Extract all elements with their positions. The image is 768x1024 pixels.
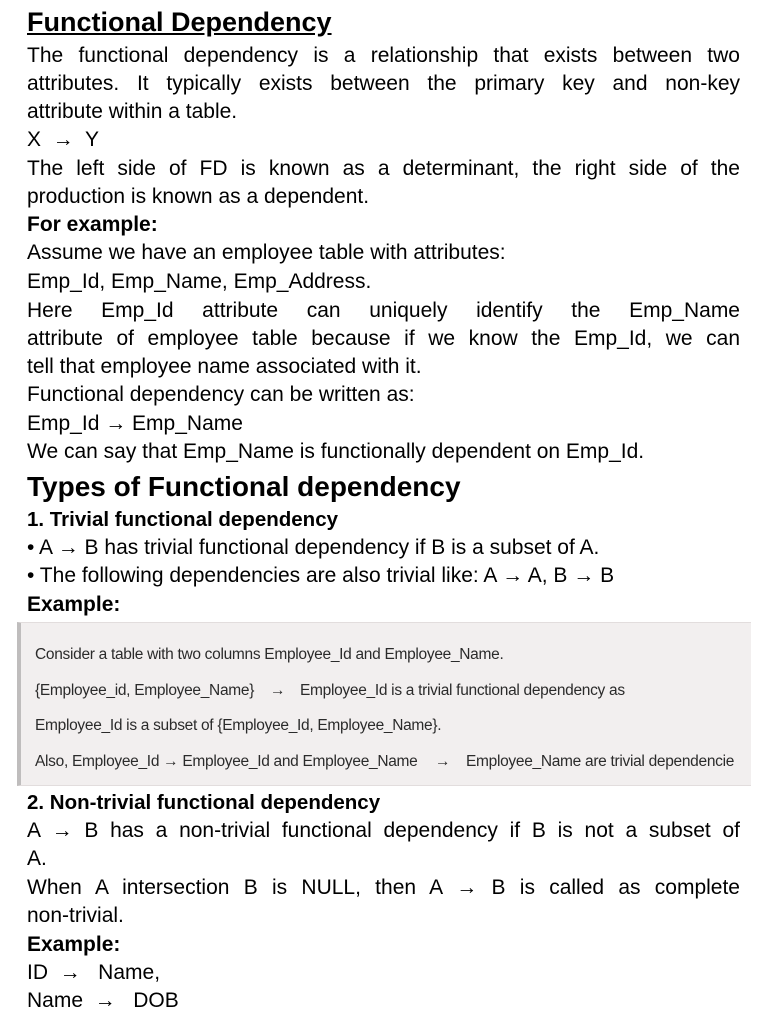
page-title: Functional Dependency: [27, 7, 332, 37]
box-arrow: →: [435, 753, 451, 770]
box-line: Employee_Id is a subset of {Employee_Id, Employee_Name}.: [35, 717, 442, 734]
trivial-heading: 1. Trivial functional dependency: [27, 508, 338, 531]
example-line: Assume we have an employee table with attributes:: [27, 241, 506, 264]
example-box: [17, 622, 751, 786]
intro-line: attribute within a table.: [27, 100, 238, 123]
box-line: Consider a table with two columns Employee_Id and Employee_Name.: [35, 646, 504, 663]
example-line: Emp_Id, Emp_Name, Emp_Address.: [27, 270, 372, 293]
nontrivial-example: ID → Name,: [27, 961, 161, 984]
nontrivial-heading: 2. Non-trivial functional dependency: [27, 791, 381, 814]
example-line: Here Emp_Id attribute can uniquely identify the Emp_Name: [27, 299, 740, 322]
box-line-part: Also, Employee_Id → Employee_Id and Employee_Name: [35, 753, 418, 770]
example-line: attribute of employee table because if we know the Emp_Id, we can: [27, 327, 740, 350]
intro-line: production is known as a dependent.: [27, 185, 370, 208]
example-heading: For example:: [27, 213, 158, 236]
nontrivial-line: A.: [27, 847, 47, 870]
nontrivial-line: non-trivial.: [27, 904, 124, 927]
fd-notation: X → Y: [27, 128, 99, 151]
nontrivial-example-label: Example:: [27, 933, 121, 956]
nontrivial-line: A → B has a non-trivial functional dependency if B is not a subset of: [27, 819, 740, 842]
example-fd: Emp_Id → Emp_Name: [27, 412, 243, 435]
intro-line: The left side of FD is known as a determinant, the right side of the: [27, 157, 740, 180]
example-line: tell that employee name associated with it.: [27, 355, 422, 378]
trivial-bullet: • A → B has trivial functional dependency if B is a subset of A.: [27, 536, 600, 559]
nontrivial-example: Name → DOB: [27, 989, 179, 1012]
intro-line: attributes. It typically exists between the primary key and non-key: [27, 72, 740, 95]
box-line-part: {Employee_id, Employee_Name}: [35, 682, 255, 699]
types-heading: Types of Functional dependency: [27, 471, 461, 502]
example-line: We can say that Emp_Name is functionally dependent on Emp_Id.: [27, 440, 645, 463]
nontrivial-line: When A intersection B is NULL, then A → B is called as complete: [27, 876, 740, 899]
box-line-part: Employee_Name are trivial dependencie: [466, 753, 735, 770]
example-line: Functional dependency can be written as:: [27, 383, 415, 406]
box-line-part: Employee_Id is a trivial functional dependency as: [300, 682, 625, 699]
intro-line: The functional dependency is a relationship that exists between two: [27, 44, 740, 67]
trivial-example-label: Example:: [27, 593, 121, 616]
trivial-bullet: • The following dependencies are also trivial like: A → A, B → B: [27, 564, 615, 587]
box-arrow: →: [270, 682, 286, 699]
